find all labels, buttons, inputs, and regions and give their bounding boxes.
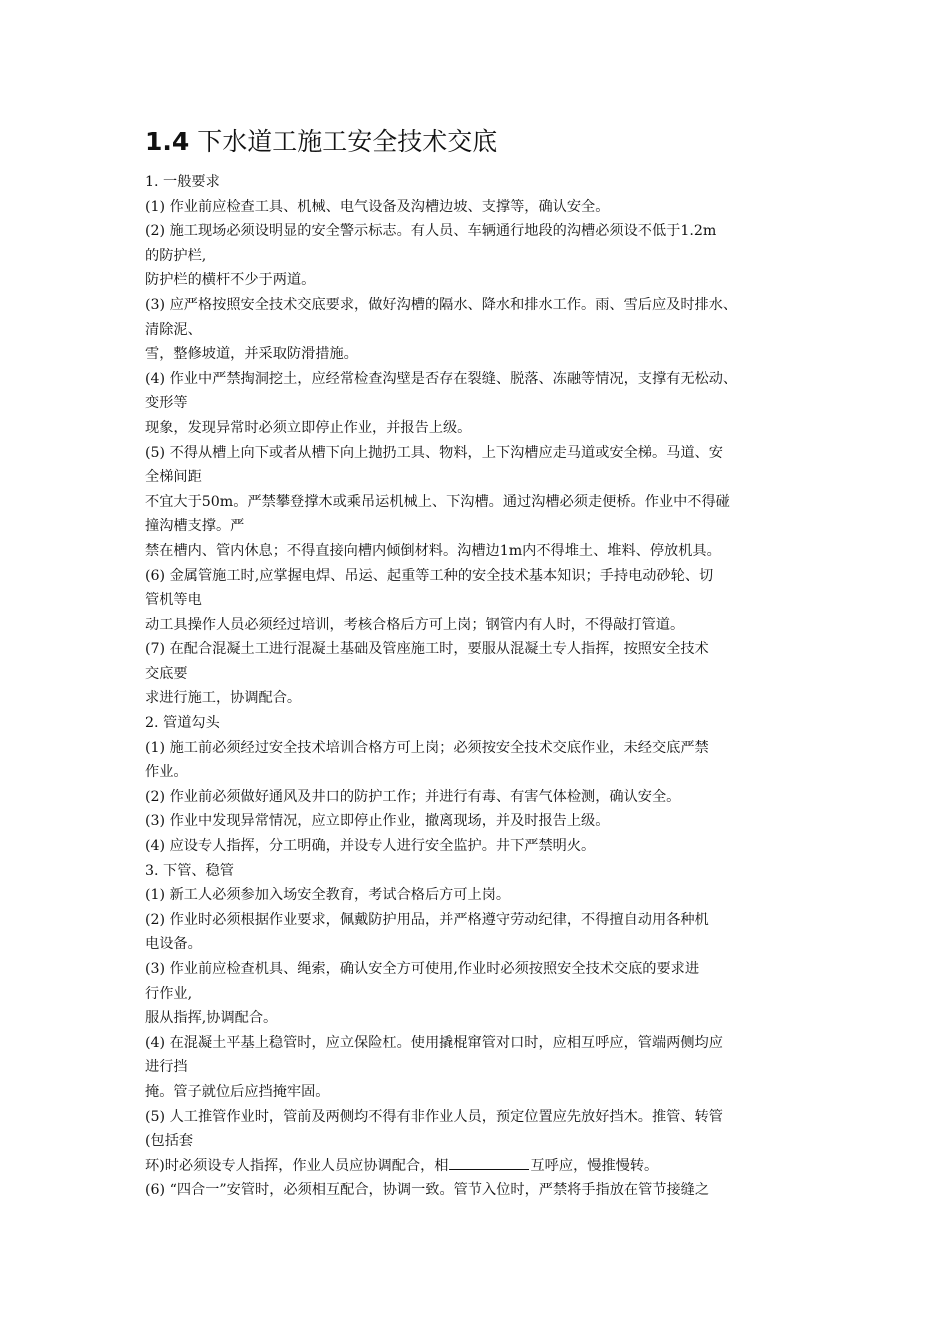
- text-line: 全梯间距: [145, 469, 202, 486]
- text-line: 服从指挥,协调配合。: [145, 1010, 278, 1027]
- text-line: 交底要: [145, 665, 188, 682]
- text-line: 变形等: [145, 395, 188, 412]
- text-line: 管机等电: [145, 592, 202, 609]
- text-line: 行作业,: [145, 985, 193, 1002]
- text-line: (2) 作业时必须根据作业要求，佩戴防护用品，并严格遵守劳动纪律，不得擅自动用各种机: [145, 911, 709, 928]
- text-lines: [145, 170, 813, 1154]
- title-number: 1.4: [145, 127, 190, 156]
- text-line: (7) 在配合混凝土工进行混凝土基础及管座施工时，要服从混凝土专人指挥，按照安全技术: [145, 641, 709, 658]
- text-line: 的防护栏,: [145, 247, 207, 264]
- text-line: (1) 作业前应检查工具、机械、电气设备及沟槽边坡、支撑等，确认安全。: [145, 198, 610, 215]
- text-line: 2. 管道勾头: [145, 715, 220, 732]
- text-bold-fragment: 互呼: [530, 1157, 559, 1174]
- text-line: (6) 金属管施工时,应掌握电焊、吊运、起重等工种的安全技术基本知识；手持电动砂轮、切: [145, 567, 714, 584]
- title-text: 下水道工施工安全技术交底: [197, 127, 498, 156]
- text-line: (1) 施工前必须经过安全技术培训合格方可上岗；必须按安全技术交底作业，未经交底严禁: [145, 739, 709, 756]
- text-line: (4) 作业中严禁掏洞挖土，应经常检查沟壁是否存在裂缝、脱落、冻融等情况，支撑有无松动、: [145, 370, 738, 387]
- text-line: 不宜大于50m。严禁攀登撑木或乘吊运机械上、下沟槽。通过沟槽必须走便桥。作业中不得碰: [145, 493, 730, 510]
- text-line: 进行挡: [145, 1059, 188, 1076]
- text-line: (2) 施工现场必须设明显的安全警示标志。有人员、车辆通行地段的沟槽必须设不低于1.2m: [145, 223, 717, 240]
- text-line: 撞沟槽支撑。严: [145, 518, 245, 535]
- text-line: (5) 不得从槽上向下或者从槽下向上抛扔工具、物料，上下沟槽应走马道或安全梯。马道、安: [145, 444, 723, 461]
- text-line: 禁在槽内、管内休息；不得直接向槽内倾倒材料。沟槽边1m内不得堆土、堆料、停放机具。: [145, 542, 721, 559]
- text-line: 1. 一般要求: [145, 174, 220, 190]
- text-line: (包括套: [145, 1133, 194, 1150]
- text-line: 作业。: [145, 764, 188, 781]
- text-line: 电设备。: [145, 936, 202, 953]
- text-line: (1) 新工人必须参加入场安全教育，考试合格后方可上岗。: [145, 887, 511, 904]
- text-line: 防护栏的横杆不少于两道。: [145, 272, 316, 289]
- text-line: 雪，整修坡道，并采取防滑措施。: [145, 346, 358, 363]
- page-title: [145, 124, 813, 160]
- text-line: 现象，发现异常时必须立即停止作业，并报告上级。: [145, 419, 472, 436]
- text-line: (3) 作业中发现异常情况，应立即停止作业，撤离现场，并及时报告上级。: [145, 813, 610, 830]
- text-line-blank: [145, 1154, 813, 1179]
- text-before-blank: 环)时必须设专人指挥，作业人员应协调配合，相: [145, 1157, 449, 1174]
- text-line: (3) 应严格按照安全技术交底要求，做好沟槽的隔水、降水和排水工作。雨、雪后应及时排水、: [145, 296, 738, 313]
- text-line: (4) 在混凝土平基上稳管时，应立保险杠。使用撬棍窜管对口时，应相互呼应，管端两侧均应: [145, 1034, 723, 1051]
- text-line: 清除泥、: [145, 321, 202, 338]
- text-line: (5) 人工推管作业时，管前及两侧均不得有非作业人员，预定位置应先放好挡木。推管、转管: [145, 1108, 723, 1125]
- text-line: 动工具操作人员必须经过培训，考核合格后方可上岗；钢管内有人时，不得敲打管道。: [145, 616, 685, 633]
- text-after-blank: 应，慢推慢转。: [558, 1157, 659, 1174]
- text-line: 求进行施工，协调配合。: [145, 690, 302, 707]
- text-line-final: (6) “四合一”安管时，必须相互配合，协调一致。管节入位时，严禁将手指放在管节接缝之: [145, 1182, 710, 1199]
- fill-blank: [449, 1155, 529, 1170]
- document-body: [145, 124, 813, 1203]
- text-line: 掩。管子就位后应挡掩牢固。: [145, 1083, 330, 1100]
- text-line: 3. 下管、稳管: [145, 862, 234, 879]
- text-line: (3) 作业前应检查机具、绳索，确认安全方可使用,作业时必须按照安全技术交底的要求进: [145, 961, 700, 977]
- text-line: (2) 作业前必须做好通风及井口的防护工作；并进行有毒、有害气体检测，确认安全。: [145, 788, 681, 805]
- text-line: (4) 应设专人指挥，分工明确，并设专人进行安全监护。井下严禁明火。: [145, 838, 596, 855]
